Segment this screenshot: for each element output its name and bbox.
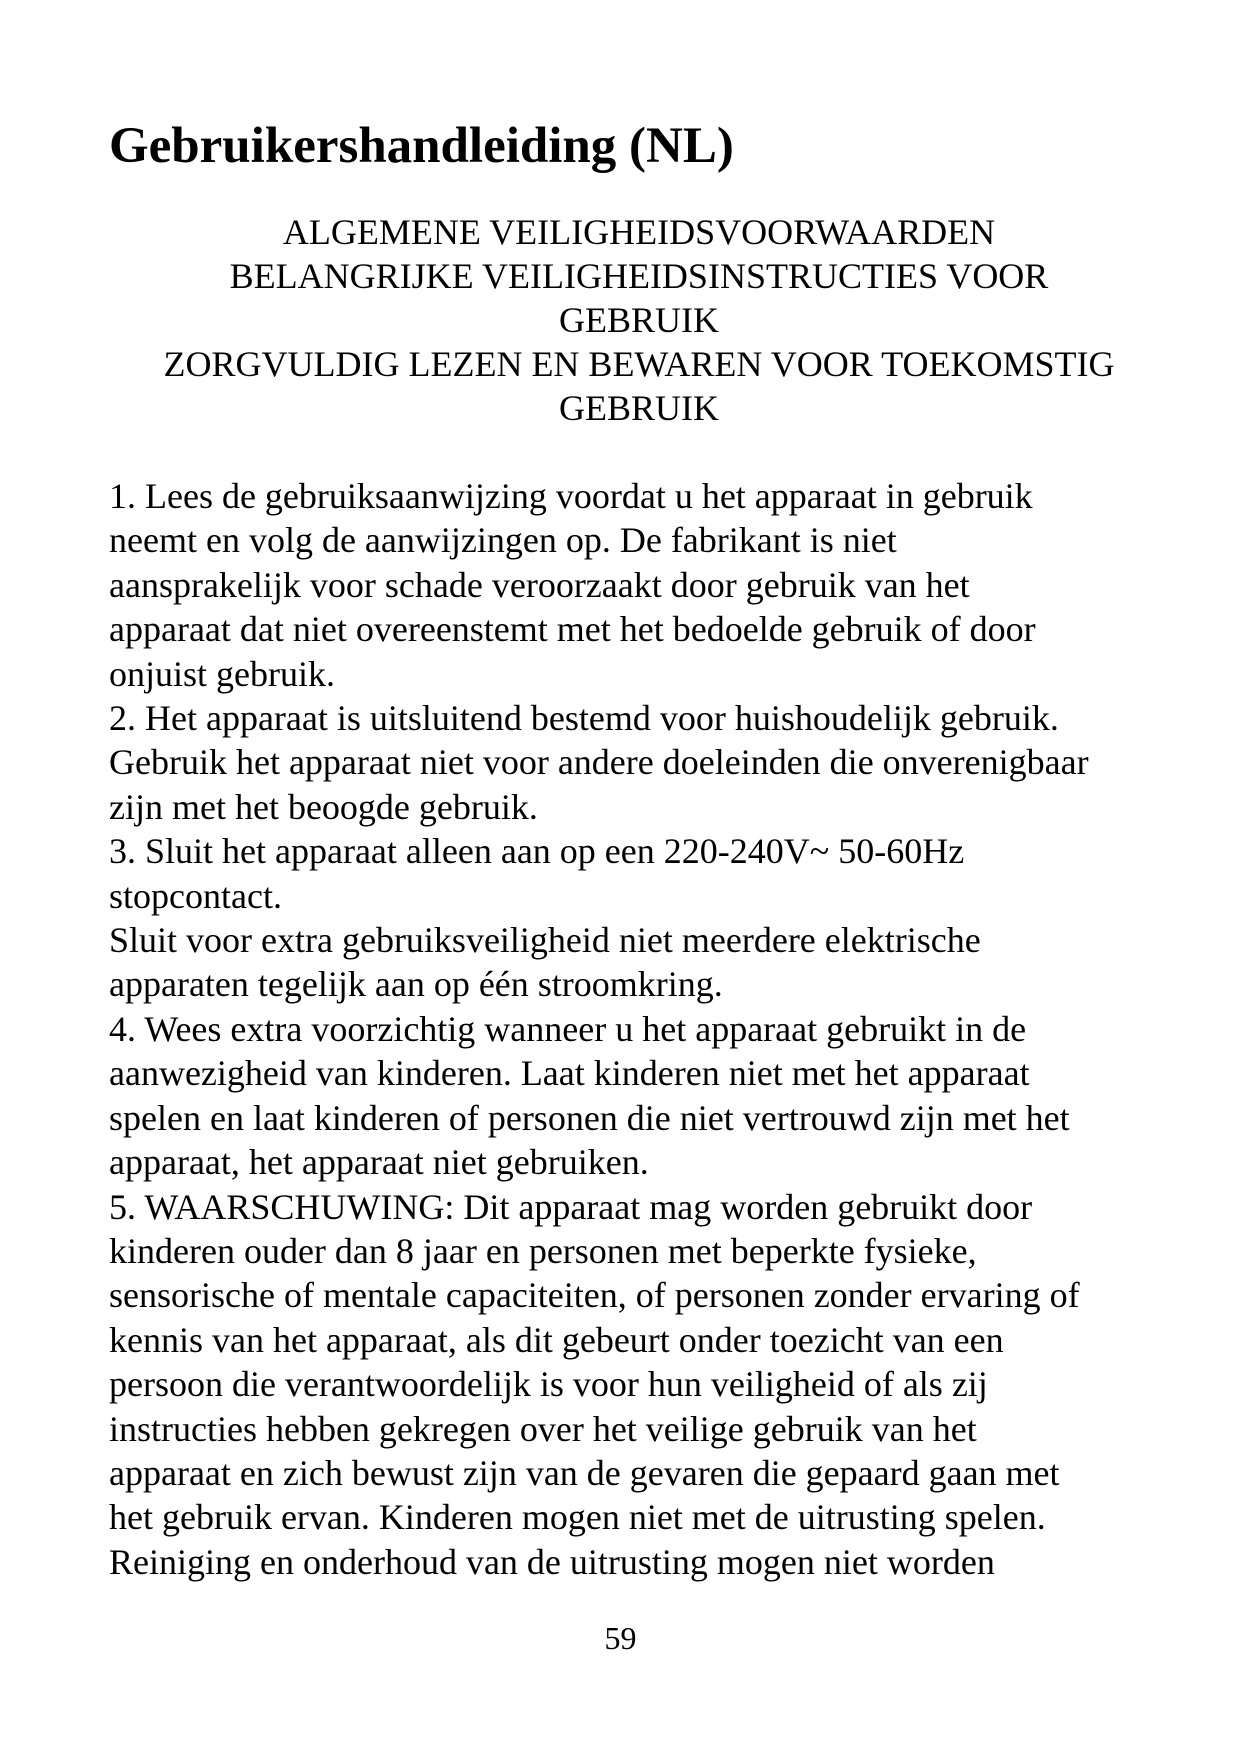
body-line: Reiniging en onderhoud van de uitrusting mogen niet worden (109, 1541, 995, 1582)
body-line: Gebruik het apparaat niet voor andere doeleinden die onverenigbaar (109, 742, 1089, 783)
page-number: 59 (604, 1620, 637, 1656)
body-line: apparaten tegelijk aan op één stroomkring. (109, 964, 723, 1005)
heading-line: BELANGRIJKE VEILIGHEIDSINSTRUCTIES VOOR (229, 256, 1049, 296)
body-line: het gebruik ervan. Kinderen mogen niet met de uitrusting spelen. (109, 1497, 1046, 1538)
body-line: kinderen ouder dan 8 jaar en personen met beperkte fysieke, (109, 1230, 977, 1271)
body-line: 5. WAARSCHUWING: Dit apparaat mag worden gebruikt door (109, 1186, 1033, 1227)
body-line: 1. Lees de gebruiksaanwijzing voordat u het apparaat in gebruik (109, 476, 1033, 516)
body-line: kennis van het apparaat, als dit gebeurt onder toezicht van een (109, 1319, 1004, 1360)
heading-line: ZORGVULDIG LEZEN EN BEWAREN VOOR TOEKOMSTIG (163, 344, 1115, 384)
body-line: apparaat en zich bewust zijn van de gevaren die gepaard gaan met (109, 1452, 1060, 1493)
heading-line: GEBRUIK (559, 300, 719, 340)
body-line: 2. Het apparaat is uitsluitend bestemd voor huishoudelijk gebruik. (109, 698, 1059, 739)
body-line: aanwezigheid van kinderen. Laat kinderen niet met het apparaat (109, 1053, 1030, 1094)
body-line: spelen en laat kinderen of personen die niet vertrouwd zijn met het (109, 1097, 1070, 1138)
body-line: neemt en volg de aanwijzingen op. De fabrikant is niet (109, 520, 897, 561)
body-line: apparaat dat niet overeenstemt met het bedoelde gebruik of door (109, 609, 1036, 650)
body-line: 4. Wees extra voorzichtig wanneer u het apparaat gebruikt in de (109, 1008, 1027, 1049)
body-line: onjuist gebruik. (109, 653, 335, 694)
body-line: Sluit voor extra gebruiksveiligheid niet meerdere elektrische (109, 920, 981, 961)
body-line: zijn met het beoogde gebruik. (109, 786, 538, 827)
body-line: instructies hebben gekregen over het veilige gebruik van het (109, 1408, 977, 1449)
heading-line: GEBRUIK (559, 388, 719, 428)
body-line: sensorische of mentale capaciteiten, of personen zonder ervaring of (109, 1275, 1080, 1316)
safety-heading (109, 210, 1169, 430)
heading-line: ALGEMENE VEILIGHEIDSVOORWAARDEN (282, 212, 996, 252)
body-line: 3. Sluit het apparaat alleen aan op een 220-240V~ 50-60Hz (109, 831, 965, 872)
body-line: aansprakelijk voor schade veroorzaakt door gebruik van het (109, 564, 970, 605)
instructions-body (109, 474, 1189, 1584)
body-line: persoon die verantwoordelijk is voor hun veiligheid of als zij (109, 1364, 988, 1405)
page-title: Gebruikershandleiding (NL) (109, 118, 734, 174)
body-line: stopcontact. (109, 875, 282, 916)
body-line: apparaat, het apparaat niet gebruiken. (109, 1142, 649, 1183)
